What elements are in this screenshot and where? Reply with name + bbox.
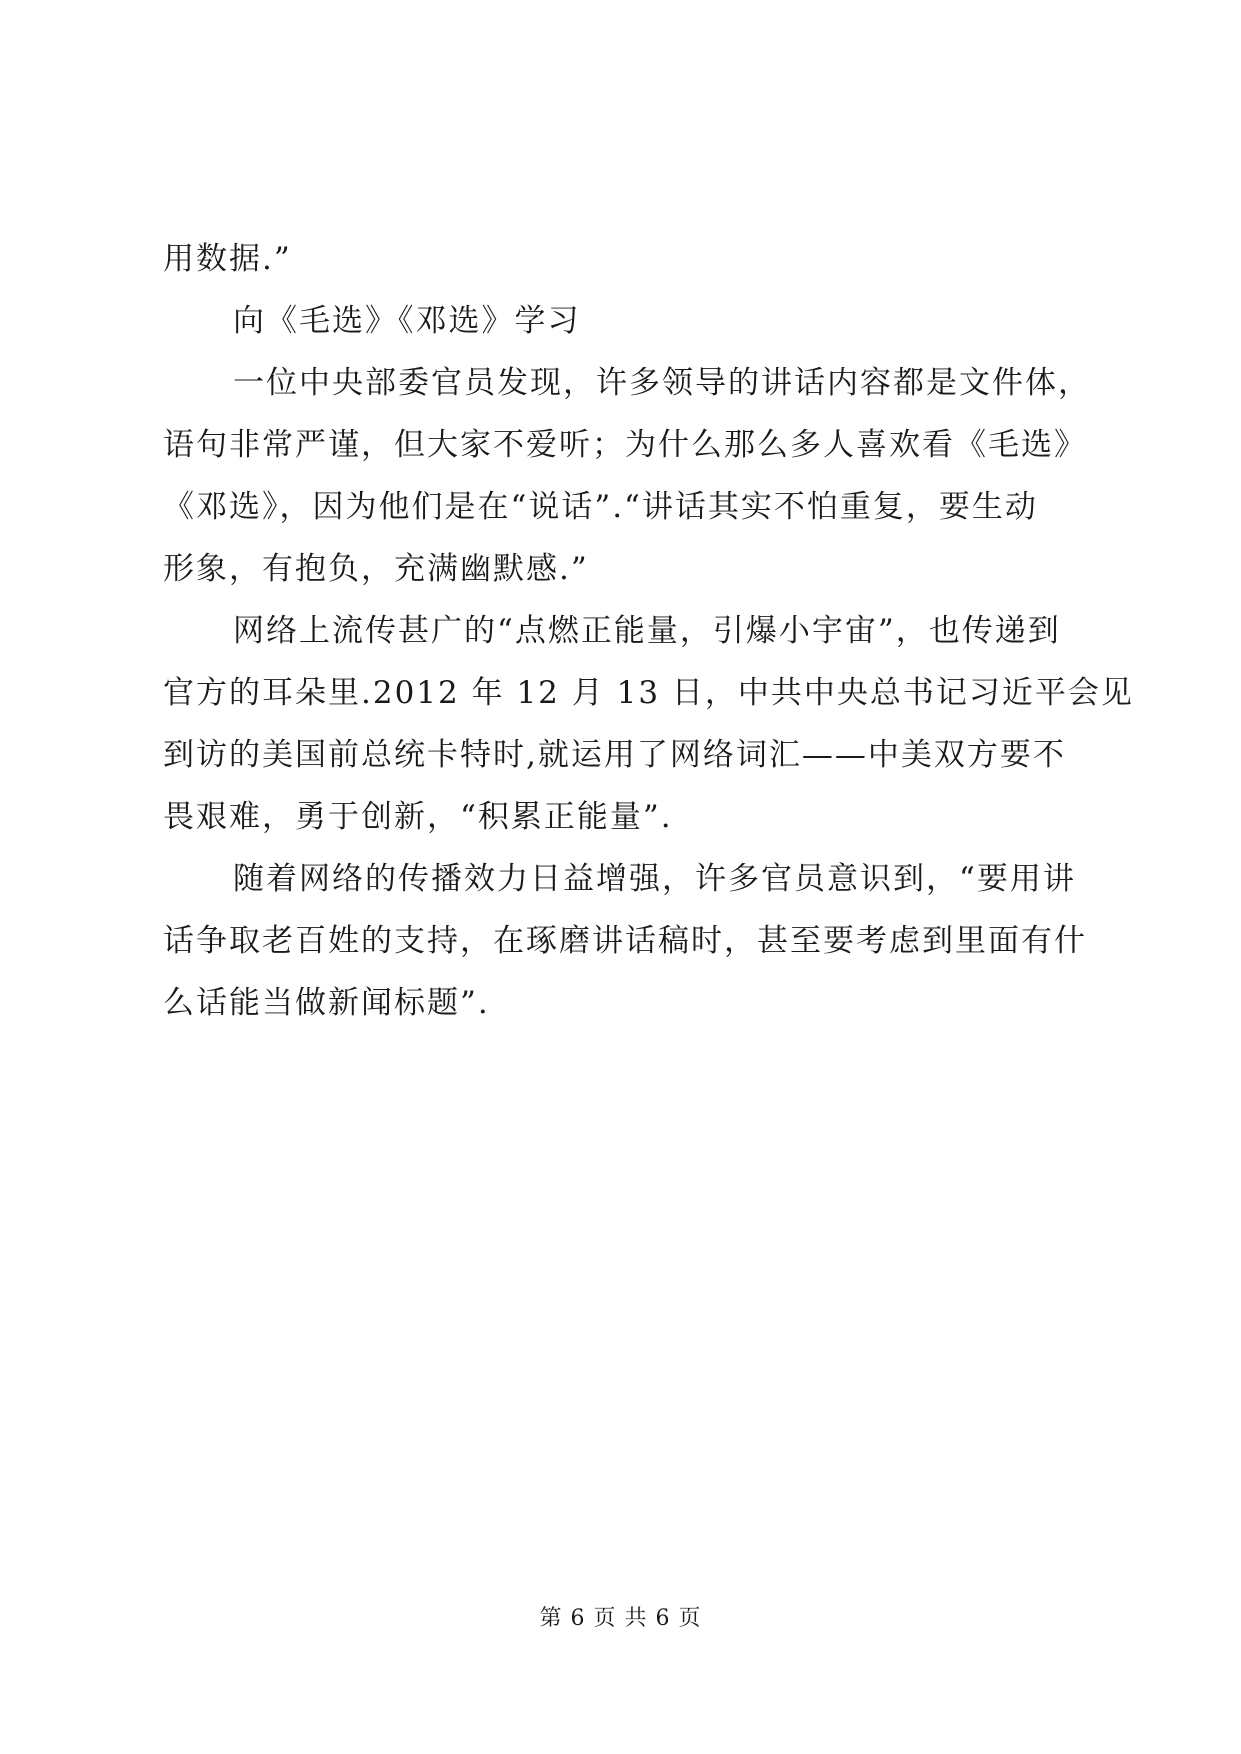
text-line: 官方的耳朵里.2012 年 12 月 13 日，中共中央总书记习近平会见 [163, 675, 1134, 711]
text-line: 网络上流传甚广的“点燃正能量，引爆小宇宙”，也传递到 [233, 613, 1061, 649]
page-number-footer: 第 6 页 共 6 页 [539, 1606, 702, 1631]
text-line: 形象，有抱负，充满幽默感.” [163, 551, 589, 587]
text-line: 么话能当做新闻标题”. [163, 985, 490, 1021]
text-line: 到访的美国前总统卡特时,就运用了网络词汇——中美双方要不 [163, 737, 1066, 773]
text-line: 话争取老百姓的支持，在琢磨讲话稿时，甚至要考虑到里面有什 [163, 923, 1087, 959]
text-line: 随着网络的传播效力日益增强，许多官员意识到，“要用讲 [233, 861, 1076, 897]
text-line: 《邓选》，因为他们是在“说话”.“讲话其实不怕重复，要生动 [163, 489, 1038, 525]
text-line: 一位中央部委官员发现，许多领导的讲话内容都是文件体， [233, 365, 1091, 401]
text-line: 畏艰难，勇于创新，“积累正能量”. [163, 799, 673, 835]
document-body [163, 228, 1134, 1034]
text-line: 语句非常严谨，但大家不爱听；为什么那么多人喜欢看《毛选》 [163, 427, 1087, 463]
section-heading: 向《毛选》《邓选》学习 [233, 303, 581, 339]
text-line: 用数据.” [163, 241, 292, 277]
